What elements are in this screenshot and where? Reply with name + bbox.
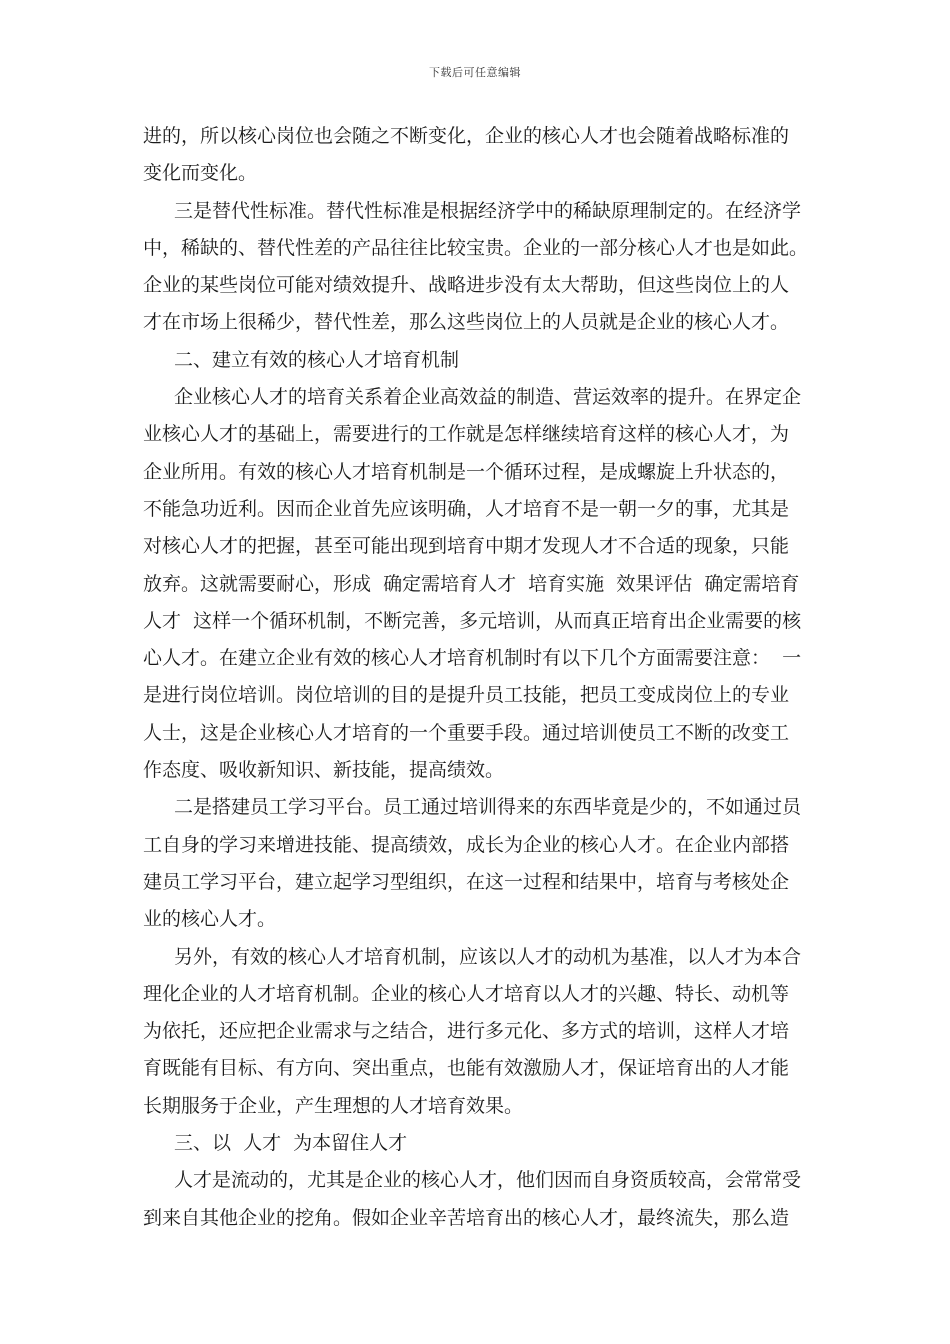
text-line: 进的，所以核心岗位也会随之不断变化，企业的核心人才也会随着战略标准的: [143, 125, 790, 147]
text-line: 理化企业的人才培育机制。企业的核心人才培育以人才的兴趣、特长、动机等: [143, 982, 790, 1005]
text-line: 建员工学习平台，建立起学习型组织，在这一过程和结果中，培育与考核处企: [143, 870, 790, 893]
document-body: [143, 118, 809, 1237]
text-line: 人才是流动的，尤其是企业的核心人才，他们因而自身资质较高，会常常受: [174, 1169, 802, 1192]
text-line: 企业所用。有效的核心人才培育机制是一个循环过程，是成螺旋上升状态的，: [143, 460, 790, 483]
text-line: 长期服务于企业，产生理想的人才培育效果。: [143, 1094, 524, 1117]
section-heading: 二、建立有效的核心人才培育机制: [174, 348, 460, 371]
page-header: 下载后可任意编辑: [429, 66, 521, 79]
text-line: 为依托，还应把企业需求与之结合，进行多元化、多方式的培训，这样人才培: [143, 1020, 790, 1043]
text-line: 才在市场上很稀少，替代性差，那么这些岗位上的人员就是企业的核心人才。: [143, 311, 790, 334]
text-line: 人才 这样一个循环机制，不断完善，多元培训，从而真正培育出企业需要的核: [143, 609, 802, 632]
text-line: 业的核心人才。: [143, 908, 277, 931]
text-line: 二是搭建员工学习平台。员工通过培训得来的东西毕竟是少的，不如通过员: [174, 796, 802, 819]
text-line: 三是替代性标准。替代性标准是根据经济学中的稀缺原理制定的。在经济学: [174, 199, 802, 222]
text-line: 另外，有效的核心人才培育机制，应该以人才的动机为基准，以人才为本合: [174, 945, 802, 968]
text-line: 企业核心人才的培育关系着企业高效益的制造、营运效率的提升。在界定企: [174, 386, 802, 409]
section-heading: 三、以 人才 为本留住人才: [174, 1132, 408, 1155]
text-line: 不能急功近利。因而企业首先应该明确，人才培育不是一朝一夕的事，尤其是: [143, 497, 790, 520]
text-line: 工自身的学习来增进技能、提高绩效，成长为企业的核心人才。在企业内部搭: [143, 833, 790, 856]
text-line: 中，稀缺的、替代性差的产品往往比较宝贵。企业的一部分核心人才也是如此。: [143, 236, 809, 259]
text-line: 对核心人才的把握，甚至可能出现到培育中期才发现人才不合适的现象，只能: [143, 535, 790, 558]
text-line: 作态度、吸收新知识、新技能，提高绩效。: [143, 759, 505, 782]
text-line: 人士，这是企业核心人才培育的一个重要手段。通过培训使员工不断的改变工: [143, 721, 790, 744]
text-line: 变化而变化。: [143, 162, 258, 185]
text-line: 放弃。这就需要耐心，形成 确定需培育人才 培育实施 效果评估 确定需培育: [143, 572, 800, 595]
text-line: 心人才。在建立企业有效的核心人才培育机制时有以下几个方面需要注意： 一: [143, 647, 802, 670]
text-line: 企业的某些岗位可能对绩效提升、战略进步没有太大帮助，但这些岗位上的人: [143, 274, 790, 297]
text-line: 业核心人才的基础上，需要进行的工作就是怎样继续培育这样的核心人才，为: [143, 423, 790, 446]
text-line: 到来自其他企业的挖角。假如企业辛苦培育出的核心人才，最终流失，那么造: [143, 1206, 790, 1229]
text-line: 是进行岗位培训。岗位培训的目的是提升员工技能，把员工变成岗位上的专业: [143, 684, 790, 707]
text-line: 育既能有目标、有方向、突出重点，也能有效激励人才，保证培育出的人才能: [143, 1057, 790, 1080]
